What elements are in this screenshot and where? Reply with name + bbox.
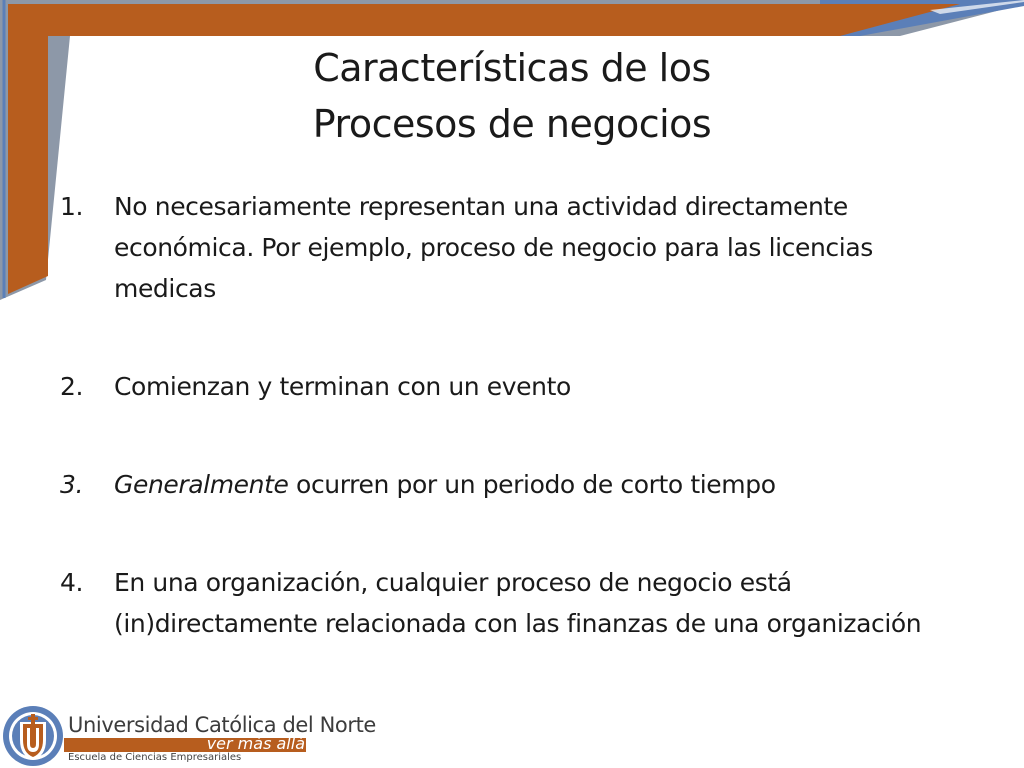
- slide-title: [0, 40, 1024, 152]
- university-name: Universidad Católica del Norte: [68, 713, 376, 737]
- list-item-number: 4.: [60, 568, 84, 597]
- list-item-4: [60, 562, 980, 644]
- list-item-number: 1.: [60, 192, 84, 221]
- list-item-3: [60, 464, 980, 505]
- list-item-2: [60, 366, 980, 407]
- list-item-emphasis: Generalmente: [114, 470, 289, 499]
- slide-title-line-1: Características de los: [313, 46, 711, 90]
- frame-orange-top: [8, 4, 960, 42]
- school-name: Escuela de Ciencias Empresariales: [68, 752, 242, 763]
- slide-title-line-2: Procesos de negocios: [312, 102, 712, 146]
- university-seal-icon: [3, 706, 63, 766]
- list-item-text: En una organización, cualquier proceso de negocio está (in)directamente relacionada con las finanzas de una organización: [114, 568, 922, 638]
- numbered-list: [60, 186, 980, 701]
- list-item-text: Comienzan y terminan con un evento: [114, 372, 571, 401]
- list-item-1: [60, 186, 980, 309]
- tagline: ver más allá: [206, 734, 305, 753]
- list-item-text: No necesariamente representan una actividad directamente económica. Por ejemplo, proceso de negocio para las licencias medicas: [114, 192, 873, 303]
- list-item-number: 3.: [60, 470, 84, 499]
- list-item-rest: ocurren por un periodo de corto tiempo: [288, 470, 776, 499]
- list-item-text: [114, 464, 980, 505]
- list-item-number: 2.: [60, 372, 84, 401]
